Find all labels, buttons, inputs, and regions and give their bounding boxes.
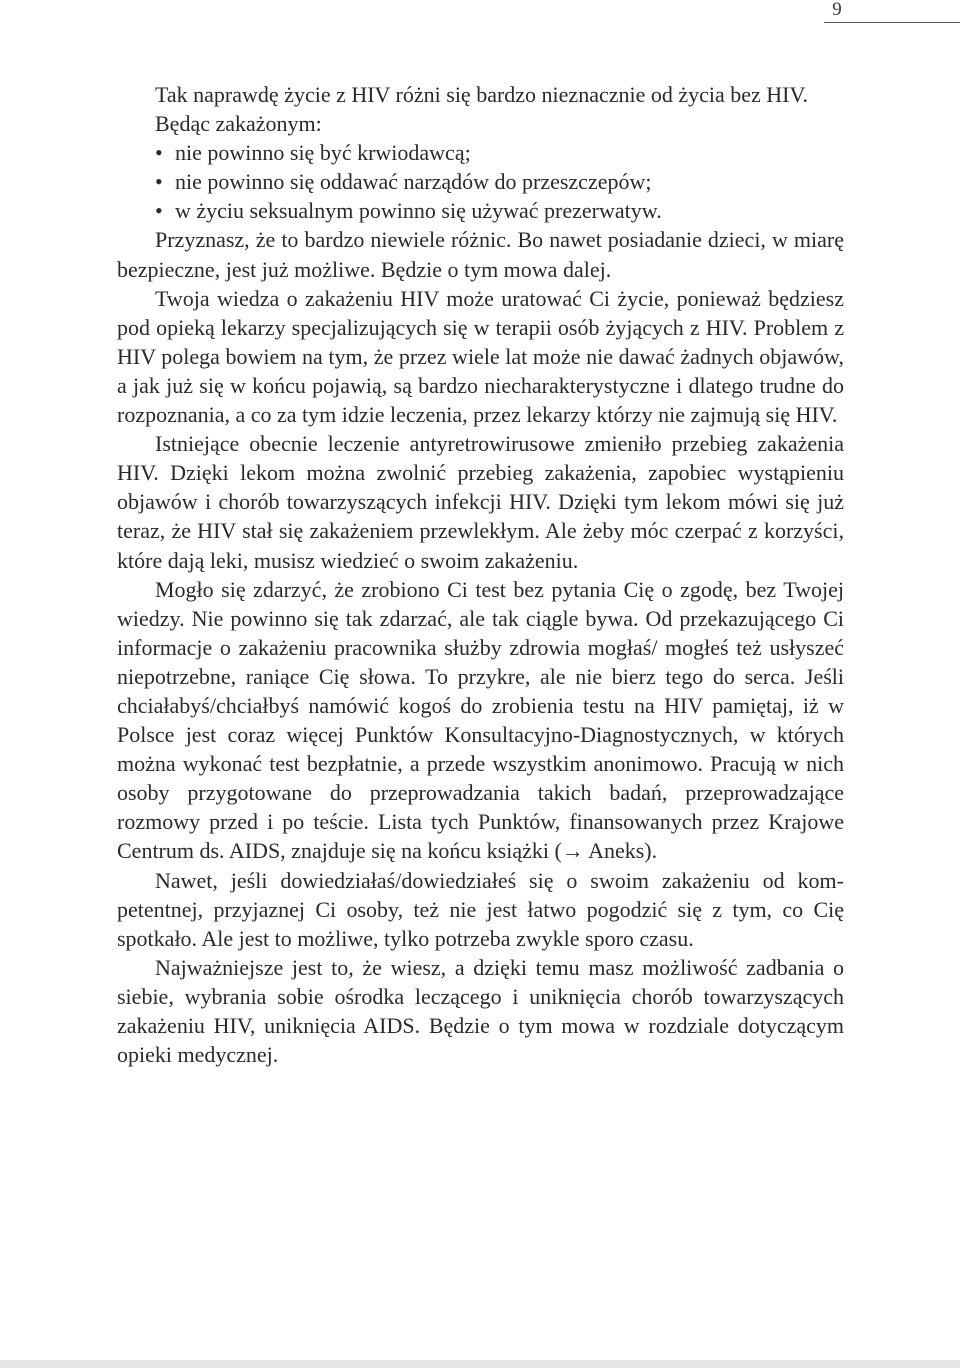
bullet-icon: • bbox=[155, 198, 163, 224]
list-item-text: w życiu seksualnym powinno się używać prezerwatyw. bbox=[175, 198, 662, 224]
paragraph-conclusion: Najważniejsze jest to, że wiesz, a dzięki temu masz możliwość zadbania o siebie, wybrania sobie ośrodka leczącego i uniknięcia chorób towarzyszących zakażeniu HIV, uniknięcia AIDS. Będzie o tym mowa w rozdziale dotyczącym opieki medycznej. bbox=[117, 954, 844, 1068]
list-item bbox=[155, 167, 844, 196]
bullet-icon: • bbox=[155, 140, 163, 166]
list-item bbox=[155, 138, 844, 167]
paragraph-intro: Tak naprawdę życie z HIV różni się bardzo nieznacznie od życia bez HIV. bbox=[155, 82, 809, 107]
header-rule bbox=[824, 22, 960, 23]
list-item-text: nie powinno się być krwiodawcą; bbox=[175, 140, 471, 166]
list-item-text: nie powinno się oddawać narządów do przeszczepów; bbox=[175, 169, 652, 195]
bullet-icon: • bbox=[155, 169, 163, 195]
paragraph-treatment: Istniejące obecnie leczenie antyretrowirusowe zmieniło przebieg zakażenia HIV. Dzięki lekom można zwolnić przebieg zakażenia, zapobiec wystąpieniu objawów i chorób towarzyszących infekcji HIV. Dzięki tym lekom mówi się już teraz, że HIV stał się zakażeniem przewlekłym. Ale żeby móc czerpać z korzyści, które dają leki, musisz wiedzieć o swoim zakażeniu. bbox=[117, 431, 844, 573]
list-item bbox=[155, 196, 844, 225]
paragraph-bullets-lead: Będąc zakażonym: bbox=[155, 111, 322, 137]
paragraph-knowledge: Twoja wiedza o zakażeniu HIV może uratować Ci życie, ponieważ będziesz pod opieką lekarzy specjalizujących się w terapii osób żyjących z HIV. Problem z HIV polega bowiem na tym, że przez wiele lat może nie dawać żadnych objawów, a jak już się w końcu pojawią, są bardzo niecharakterystyczne i dlatego trudne do rozpoznania, a co za tym idzie leczenia, przez lekarzy którzy nie zajmują się HIV. bbox=[117, 285, 844, 428]
paragraph-testing: Mogło się zdarzyć, że zrobiono Ci test bez pytania Cię o zgodę, bez Twojej wiedzy. Nie powinno się tak zdarzać, ale tak ciągle bywa. Od przekazującego Ci informacje o zakażeniu pracownika służby zdrowia mogłaś/ mogłeś też usłyszeć niepotrzebne, raniące Cię słowa. To przykre, ale nie bierz tego do serca. Jeśli chciałabyś/chciałbyś namówić kogoś do zrobienia testu na HIV pamiętaj, iż w Polsce jest coraz więcej Punktów Konsultacyjno-Diagnostycznych, w których można wykonać test bezpłatnie, a przede wszystkim anonimowo. Pracują w nich osoby przygotowane do przeprowadzania takich badań, przeprowadzające rozmowy przed i po teście. Lista tych Punktów, finansowanych przez Krajowe Centrum ds. AIDS, znajduje się na końcu książki (→ Aneks). bbox=[117, 576, 844, 864]
page-number: 9 bbox=[832, 0, 842, 20]
bottom-edge-strip bbox=[0, 1360, 960, 1368]
paragraph-differences: Przyznasz, że to bardzo niewiele różnic. Bo nawet posiadanie dzieci, w miarę bezpieczne, jest już możliwe. Będzie o tym mowa dalej. bbox=[117, 227, 844, 282]
bullet-list bbox=[117, 138, 844, 225]
body-text bbox=[117, 80, 844, 1069]
paragraph-acceptance: Nawet, jeśli dowiedziałaś/dowiedziałeś się o swoim zakażeniu od kompetentnej, przyjaznej Ci osoby, też nie jest łatwo pogodzić się z tym, co Cię spotkało. Ale jest to możliwe, tylko potrzeba zwykle sporo czasu. bbox=[117, 867, 844, 951]
